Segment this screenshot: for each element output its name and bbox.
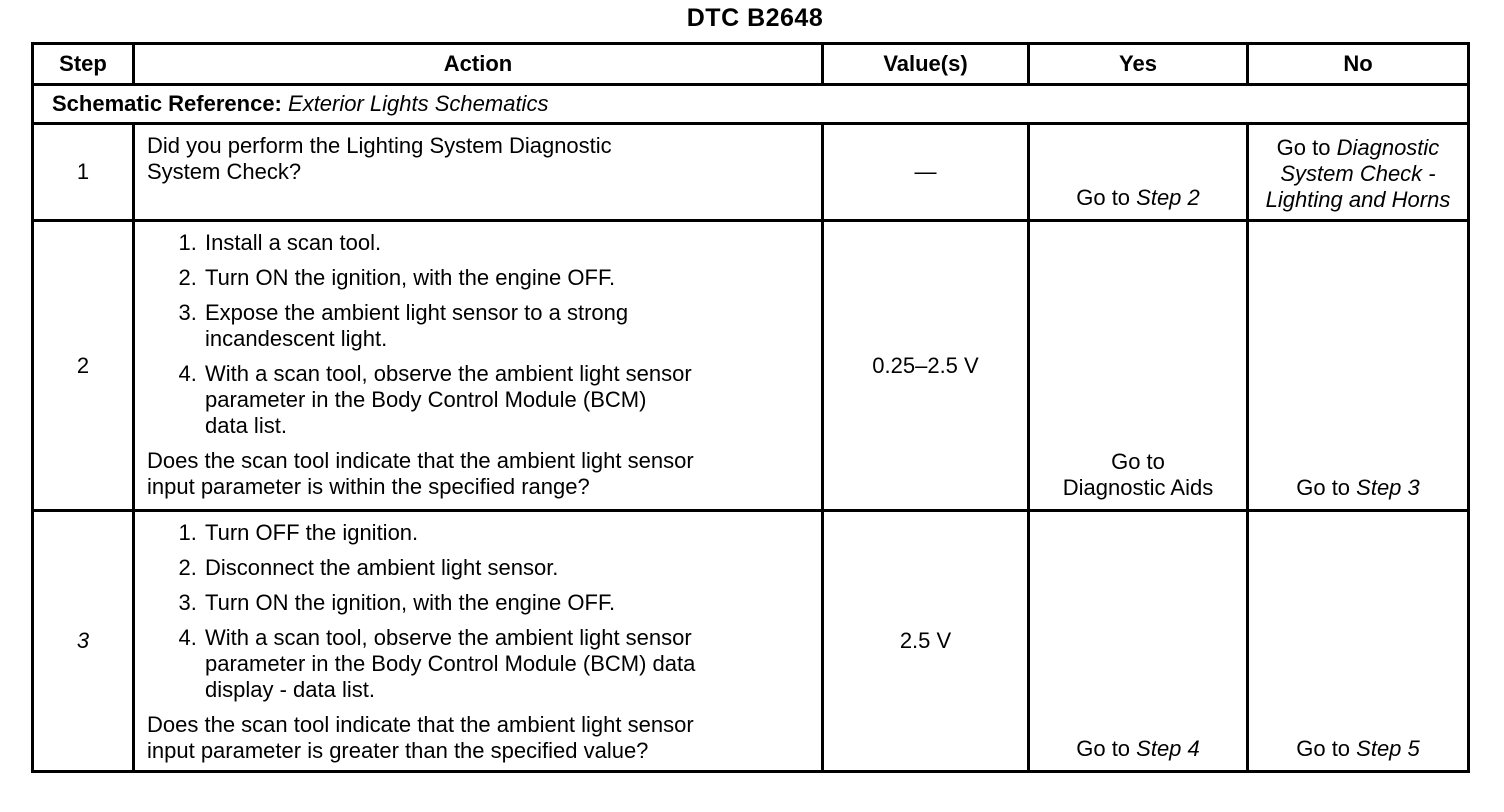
header-values: Value(s) (823, 44, 1029, 85)
header-no: No (1248, 44, 1469, 85)
diagnostic-table (31, 42, 1470, 773)
no-prefix: Go to (1276, 135, 1337, 160)
schematic-row (33, 85, 1469, 124)
instruction-item: 3. Expose the ambient light sensor to a strong incandescent light. (203, 300, 811, 352)
question-text: System Check? (147, 159, 302, 184)
no-link[interactable]: System Check - (1280, 161, 1436, 186)
instruction-list (147, 230, 811, 439)
value-cell: 2.5 V (823, 511, 1029, 772)
yes-link[interactable]: Diagnostic Aids (1062, 475, 1214, 500)
table-row (33, 221, 1469, 511)
value-cell: 0.25–2.5 V (823, 221, 1029, 511)
action-cell (134, 511, 823, 772)
no-link[interactable]: Diagnostic (1336, 135, 1440, 160)
table-row (33, 124, 1469, 221)
instruction-item: 3. Turn ON the ignition, with the engine OFF. (203, 590, 811, 616)
action-cell (134, 221, 823, 511)
no-prefix: Go to (1296, 475, 1357, 500)
no-cell (1248, 124, 1469, 221)
step-number: 3 (33, 511, 134, 772)
step-number: 1 (33, 124, 134, 221)
action-cell (134, 124, 823, 221)
yes-prefix: Go to (1076, 185, 1137, 210)
schematic-label: Schematic Reference: (52, 91, 282, 116)
instruction-list (147, 520, 811, 703)
yes-link[interactable]: Step 2 (1136, 185, 1200, 210)
instruction-item: 1. Turn OFF the ignition. (203, 520, 811, 546)
instruction-item: 1. Install a scan tool. (203, 230, 811, 256)
yes-cell (1029, 511, 1248, 772)
header-action: Action (134, 44, 823, 85)
question-text: Did you perform the Lighting System Diagnostic (147, 133, 612, 158)
yes-cell (1029, 221, 1248, 511)
no-link[interactable]: Lighting and Horns (1265, 187, 1451, 212)
yes-prefix: Go to (1111, 449, 1165, 474)
header-step: Step (33, 44, 134, 85)
question-text: Does the scan tool indicate that the ambient light sensor input parameter is within the specified range? (147, 448, 694, 499)
header-row (33, 44, 1469, 85)
no-link[interactable]: Step 5 (1356, 736, 1420, 761)
yes-prefix: Go to (1076, 736, 1137, 761)
instruction-item: 2. Turn ON the ignition, with the engine OFF. (203, 265, 811, 291)
schematic-link[interactable]: Exterior Lights Schematics (288, 91, 549, 116)
instruction-item: 4. With a scan tool, observe the ambient light sensor parameter in the Body Control Module (BCM) data display - data list. (203, 625, 811, 703)
no-prefix: Go to (1296, 736, 1357, 761)
instruction-item: 2. Disconnect the ambient light sensor. (203, 555, 811, 581)
step-number: 2 (33, 221, 134, 511)
yes-cell (1029, 124, 1248, 221)
yes-link[interactable]: Step 4 (1136, 736, 1200, 761)
instruction-item: 4. With a scan tool, observe the ambient light sensor parameter in the Body Control Module (BCM) data list. (203, 361, 811, 439)
question-text: Does the scan tool indicate that the ambient light sensor input parameter is greater than the specified value? (147, 712, 694, 763)
no-cell (1248, 511, 1469, 772)
no-cell (1248, 221, 1469, 511)
table-row (33, 511, 1469, 772)
schematic-reference (33, 85, 1469, 124)
no-link[interactable]: Step 3 (1356, 475, 1420, 500)
header-yes: Yes (1029, 44, 1248, 85)
page-title: DTC B2648 (686, 4, 824, 32)
value-cell: — (823, 124, 1029, 221)
